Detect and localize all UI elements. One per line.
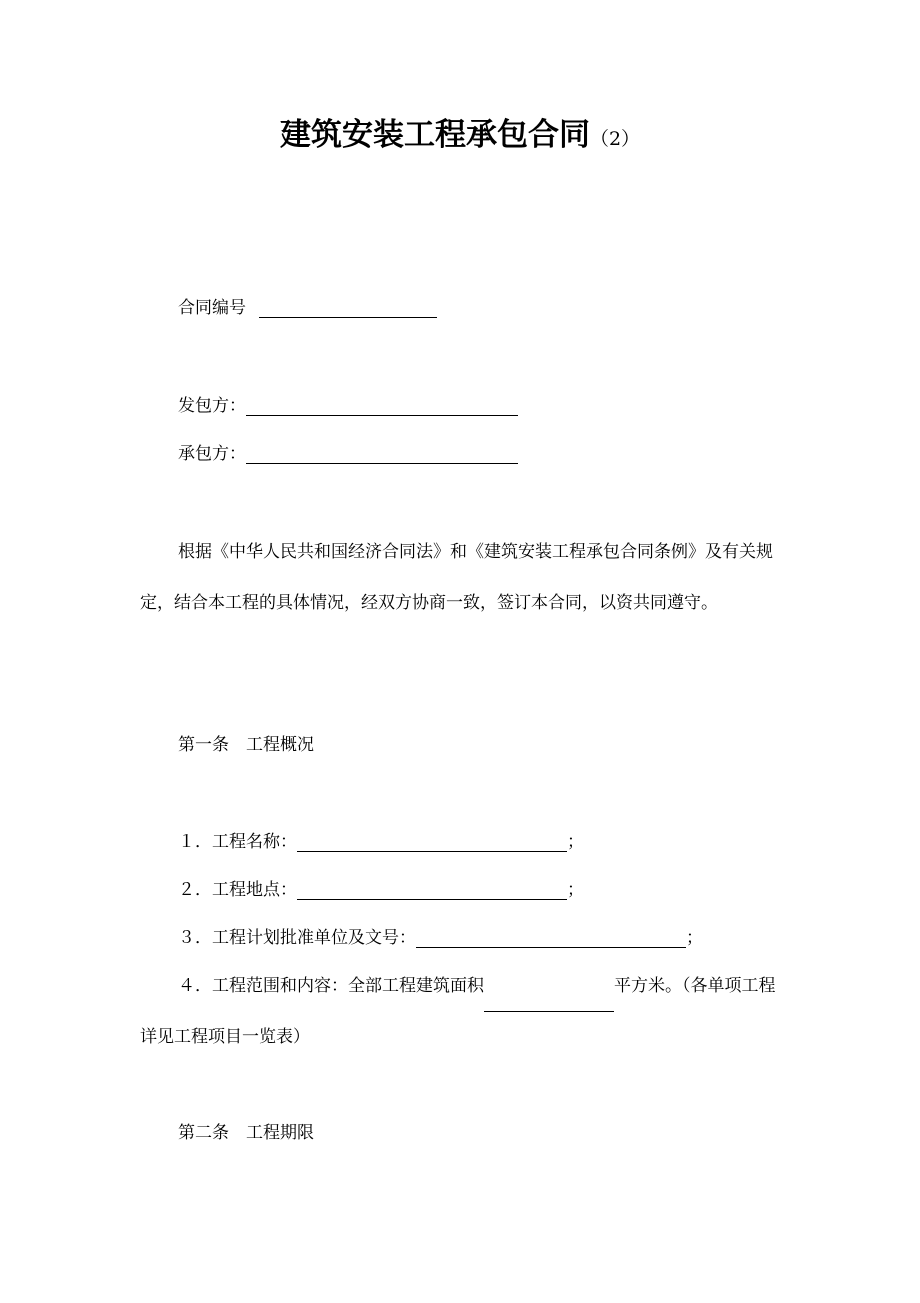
project-location-blank[interactable]: [297, 881, 567, 900]
item2-end: ；: [567, 880, 584, 900]
item2-label: ２．工程地点：: [178, 880, 297, 900]
title-main: 建筑安装工程承包合同: [279, 117, 590, 153]
contractor-label: 承包方：: [178, 444, 246, 464]
article1-item1: [178, 832, 584, 852]
title-suffix: （2）: [589, 128, 641, 150]
building-area-blank[interactable]: [484, 993, 614, 1012]
item4-after: 平方米。（各单项工程详见工程项目一览表）: [140, 976, 776, 1047]
employer-row: [178, 396, 518, 416]
item1-end: ；: [567, 832, 584, 852]
document-title: [0, 115, 920, 159]
contract-number-row: [178, 298, 437, 318]
article1-item4: [140, 961, 776, 1063]
item3-end: ；: [686, 928, 703, 948]
item3-label: ３．工程计划批准单位及文号：: [178, 928, 416, 948]
contract-number-blank[interactable]: [259, 299, 437, 318]
contract-number-label: 合同编号: [178, 298, 246, 318]
item1-label: １．工程名称：: [178, 832, 297, 852]
article1-item3: [178, 928, 703, 948]
contractor-blank[interactable]: [246, 445, 518, 464]
approval-unit-blank[interactable]: [416, 929, 686, 948]
article1-item2: [178, 880, 584, 900]
article1-heading: 第一条 工程概况: [178, 735, 314, 755]
item4-before: ４．工程范围和内容：全部工程建筑面积: [178, 976, 484, 996]
employer-label: 发包方：: [178, 396, 246, 416]
contractor-row: [178, 444, 518, 464]
preamble-text: 根据《中华人民共和国经济合同法》和《建筑安装工程承包合同条例》及有关规定，结合本工程的具体情况，经双方协商一致，签订本合同，以资共同遵守。: [140, 542, 773, 613]
article2-heading: 第二条 工程期限: [178, 1123, 314, 1143]
employer-blank[interactable]: [246, 397, 518, 416]
preamble-paragraph: [140, 527, 776, 629]
project-name-blank[interactable]: [297, 833, 567, 852]
